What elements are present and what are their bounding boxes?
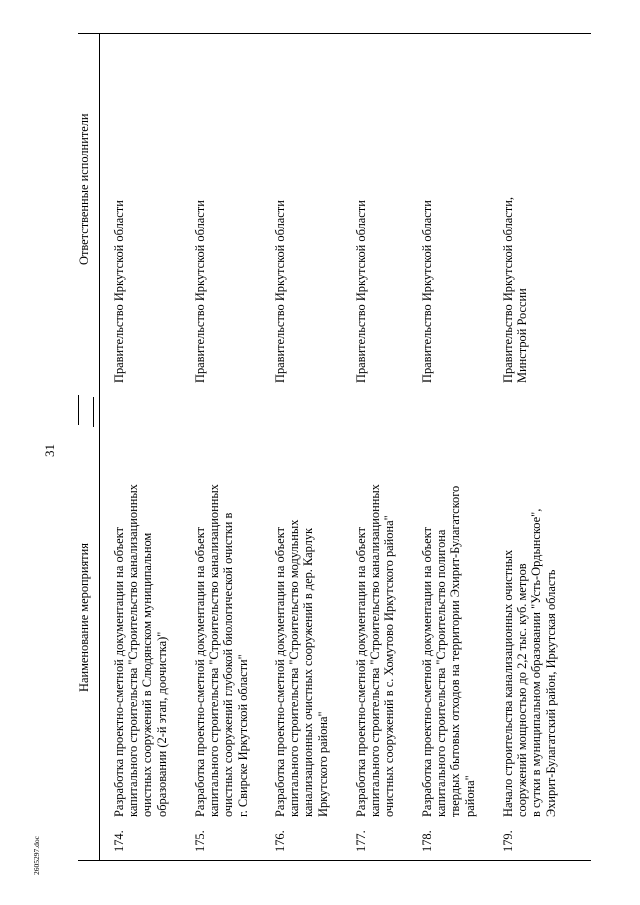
header-exec: Ответственные исполнители bbox=[77, 113, 91, 265]
row-exec: Правительство Иркутской области bbox=[273, 200, 287, 383]
row-name: Разработка проектно-сметной документации на объект капитального строительства "Строительство канализационных очистных сооружений в с. Хомутово Иркутского района" bbox=[354, 484, 397, 817]
column-divider bbox=[78, 395, 79, 425]
table-top-rule bbox=[78, 33, 591, 34]
page-number: 31 bbox=[42, 444, 57, 457]
row-name: Разработка проектно-сметной документации на объект капитального строительства "Строительство модульных канализационных очистных сооружений в дер. Карлук Иркутского района" bbox=[273, 519, 330, 817]
file-code: 2605297.doc bbox=[32, 836, 41, 875]
header-name: Наименование мероприятия bbox=[77, 543, 91, 692]
row-exec: Правительство Иркутской области bbox=[112, 200, 126, 383]
row-number: 175. bbox=[193, 830, 207, 852]
table-bottom-rule bbox=[78, 860, 591, 861]
row-name: Разработка проектно-сметной документации на объект капитального строительства "Строительство канализационных очистных сооружений глубокой биологической очистки в г. Свирске Иркутской области" bbox=[193, 484, 250, 817]
row-number: 177. bbox=[354, 830, 368, 852]
row-exec: Правительство Иркутской области bbox=[420, 200, 434, 383]
row-name: Начало строительства канализационных очистных сооружений мощностью до 2,2 тыс. куб. метров в сутки в муниципальном образовании "Усть-Ордынское", Эхирит-Булагатский район, Иркутская область bbox=[501, 508, 558, 817]
row-number: 176. bbox=[273, 830, 287, 852]
row-number: 178. bbox=[420, 830, 434, 852]
row-name: Разработка проектно-сметной документации на объект капитального строительства "Строительство полигона твердых бытовых отходов на территории Эхирит-Булагатского района" bbox=[420, 485, 477, 817]
row-number: 179. bbox=[501, 830, 515, 852]
row-name: Разработка проектно-сметной документации на объект капитального строительства "Строительство канализационных очистных сооружений в Слюдянском муниципальном образовании (2-й этап, доочистка)" bbox=[112, 484, 169, 817]
header-rule bbox=[99, 33, 100, 860]
column-divider-header bbox=[93, 397, 94, 427]
row-exec: Правительство Иркутской области, Минстрой России bbox=[501, 197, 530, 383]
row-exec: Правительство Иркутской области bbox=[354, 200, 368, 383]
row-number: 174. bbox=[112, 830, 126, 852]
row-exec: Правительство Иркутской области bbox=[193, 200, 207, 383]
